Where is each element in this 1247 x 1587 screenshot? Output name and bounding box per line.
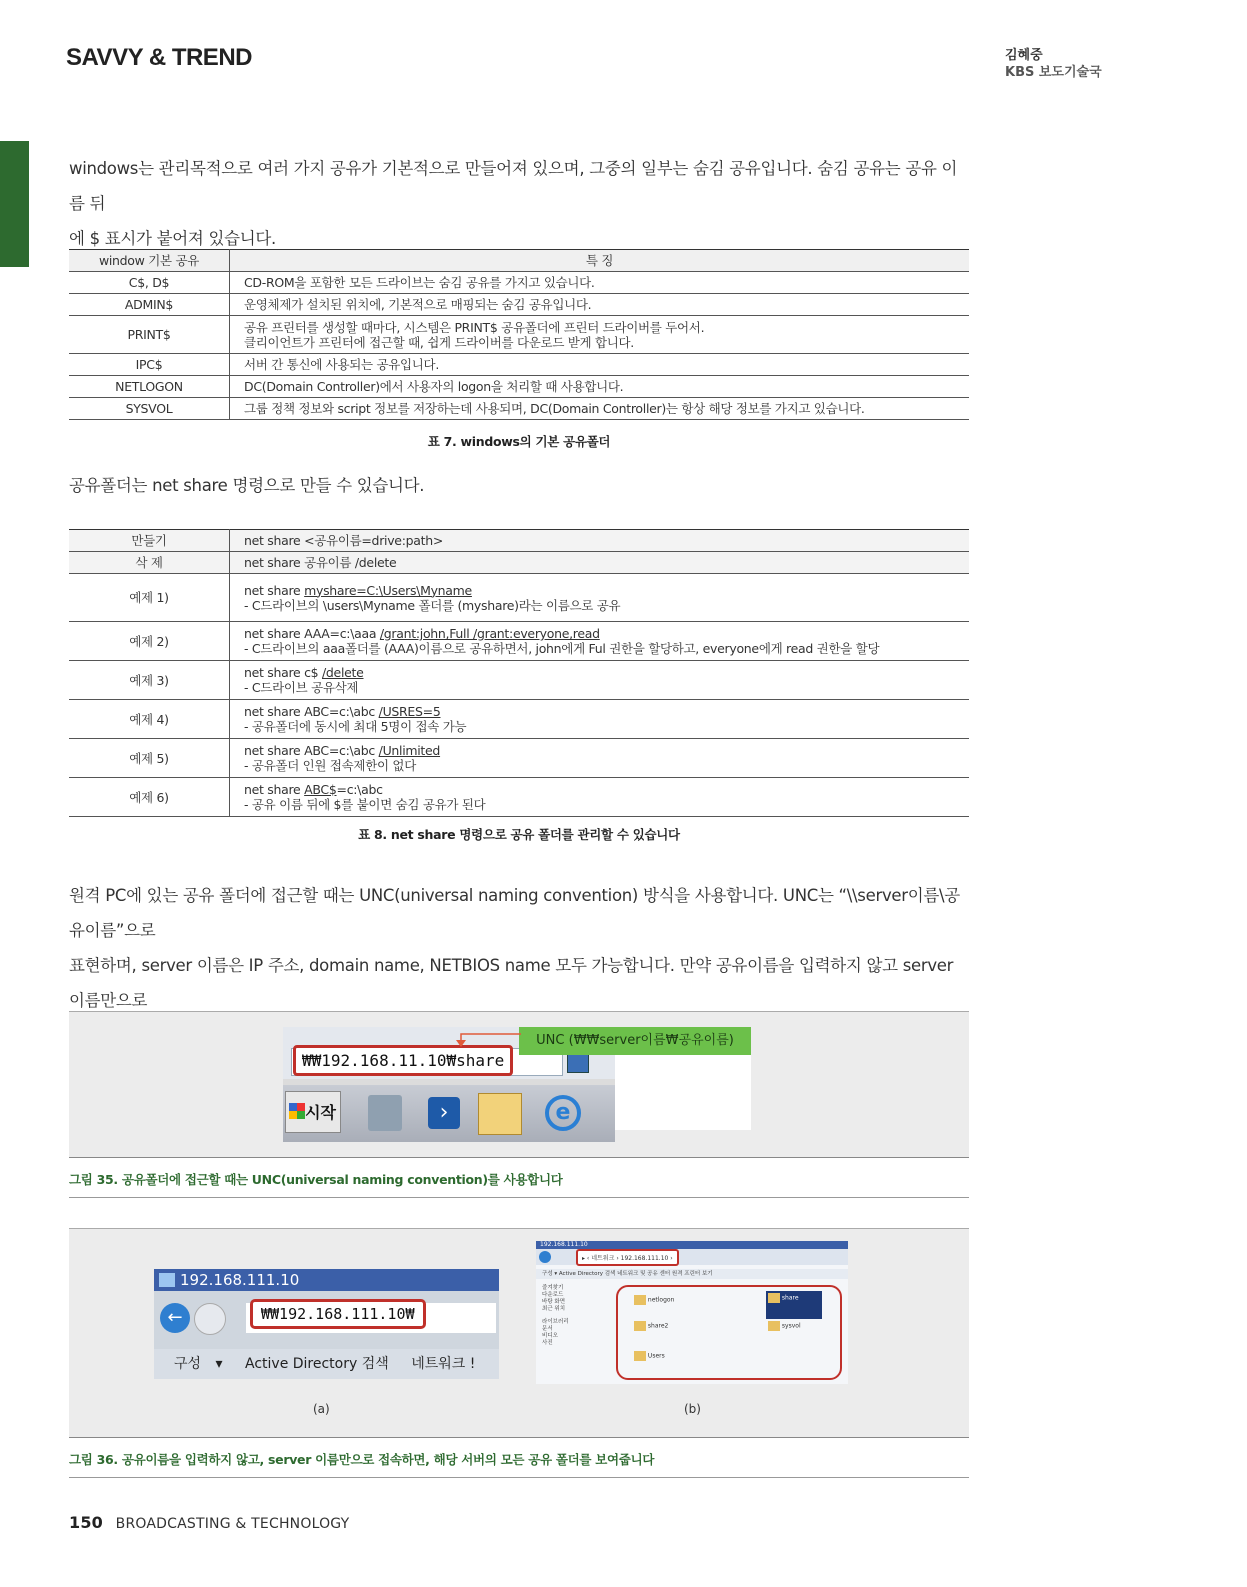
folder-icon [634,1351,646,1361]
unc-line-1: 원격 PC에 있는 공유 폴더에 접근할 때는 UNC(universal naming convention) 방식을 사용합니다. UNC는 “\\server이름\공유이름”으로 [69,886,960,940]
share-desc-line2: 클리이언트가 프린터에 접근할 때, 쉽게 드라이버를 다운로드 받게 합니다. [244,334,634,350]
table-row [69,316,969,354]
fig36a-address-text: ₩₩192.168.111.10₩ [250,1299,426,1329]
start-label: 시작 [305,1103,336,1122]
cmd-prefix: net share c$ [244,665,323,680]
page-footer [69,1513,349,1532]
menu-ad-search: Active Directory 검색 [245,1356,389,1372]
table-8-caption: 표 8. net share 명령으로 공유 폴더를 관리할 수 있습니다 [358,827,680,842]
command-name: 만들기 [69,530,230,552]
magazine-name: BROADCASTING & TECHNOLOGY [115,1516,350,1532]
folder-item [634,1351,665,1361]
example-body [230,661,970,700]
cmd-arg: myshare=C:\Users\Myname [304,582,472,598]
table-row [69,661,969,700]
example-desc: - 공유폴더에 동시에 최대 5명이 접속 가능 [244,719,467,734]
share-name: ADMIN$ [69,294,230,316]
fig35-taskbar [283,1085,615,1142]
cmd-arg: ABC$ [304,782,337,797]
example-label: 예제 6) [69,778,230,817]
sidebar-item-downloads: 다운로드 [542,1292,564,1298]
example-label: 예제 3) [69,661,230,700]
unc-callout: UNC (₩₩server이름₩공유이름) [519,1027,751,1055]
intro-line-1: windows는 관리목적으로 여러 가지 공유가 기본적으로 만들어져 있으며, 그중의 일부는 숨김 공유입니다. 숨김 공유는 공유 이름 뒤 [69,159,958,213]
author-name: 김혜중 [1005,48,1043,63]
table-row [69,376,969,398]
share-name: NETLOGON [69,376,230,398]
sidebar-item-documents: 문서 [542,1326,553,1332]
sidebar-item-recent: 최근 위치 [542,1306,566,1312]
folder-item [768,1321,801,1331]
share-desc: 운영체제가 설치된 위치에, 기본적으로 매핑되는 숨김 공유입니다. [230,294,970,316]
folder-icon [634,1321,646,1331]
fig36a-titlebar [154,1269,499,1291]
fig36-label-b: (b) [684,1402,701,1416]
example-desc: - C드라이브의 \users\Myname 폴더를 (myshare)라는 이름으로 공유 [244,597,621,613]
table-row [69,354,969,376]
example-label: 예제 1) [69,574,230,622]
folder-item [634,1321,668,1331]
folder-label: share2 [647,1322,669,1330]
table-row [69,739,969,778]
folder-label: Users [647,1352,665,1360]
back-arrow-icon [539,1251,551,1263]
sidebar-item-libraries: 라이브러리 [542,1319,569,1325]
share-name: SYSVOL [69,398,230,420]
share-desc: CD-ROM을 포함한 모든 드라이브는 숨김 공유를 가지고 있습니다. [230,272,970,294]
table-row [69,622,969,661]
chevron-down-icon: ▾ [215,1356,223,1372]
folder-icon [634,1295,646,1305]
sidebar-item-desktop: 바탕 화면 [542,1299,566,1305]
share-desc: DC(Domain Controller)에서 사용자의 logon을 처리할 때 사용합니다. [230,376,970,398]
command-syntax: net share 공유이름 /delete [230,552,970,574]
cmd-prefix: net share ABC=c:\abc [244,743,379,758]
table-header-share: window 기본 공유 [69,250,230,272]
cmd-arg: /Unlimited [378,743,441,758]
section-color-tab [0,141,29,267]
fig35-address-text: ₩₩192.168.11.10₩share [293,1045,513,1076]
example-body [230,700,970,739]
fig36b-toolbar: 구성 ▾ Active Directory 검색 네트워크 및 공유 센터 원격 프린터 보기 [536,1269,848,1279]
example-label: 예제 5) [69,739,230,778]
internet-explorer-icon: e [545,1095,581,1131]
explorer-folder-icon [478,1093,522,1135]
fig36b-address-text: ▸ ‹ 네트워크 › 192.168.111.10 › [576,1249,679,1266]
back-arrow-icon: ← [160,1303,190,1333]
example-body [230,739,970,778]
example-body [230,622,970,661]
cmd-prefix: net share ABC=c:\abc [244,704,379,719]
command-name: 삭 제 [69,552,230,574]
menu-network: 네트워크 ! [411,1356,476,1372]
callout-backdrop [615,1055,751,1130]
computer-icon [159,1273,175,1287]
page-number: 150 [69,1513,103,1532]
powershell-icon: › [428,1097,460,1129]
cmd-prefix: net share [244,782,305,797]
example-body [230,778,970,817]
table-default-shares [69,249,969,420]
figure-36-caption: 그림 36. 공유이름을 입력하지 않고, server 이름만으로 접속하면, 해당 서버의 모든 공유 폴더를 보여줍니다 [69,1450,969,1478]
folder-icon [768,1321,780,1331]
forward-arrow-icon [194,1303,226,1335]
windows-logo-icon [289,1103,305,1119]
server-manager-icon [368,1095,402,1131]
table-row [69,272,969,294]
table-row [69,530,969,552]
table-row [69,398,969,420]
table-header-feature: 특 징 [230,250,970,272]
callout-arrow [449,1030,524,1050]
fig36b-titlebar: 192.168.111.10 [536,1241,848,1249]
figure-35-box [69,1011,969,1158]
example-desc: - C드라이브 공유삭제 [244,680,359,695]
magazine-section-title: SAVVY & TREND [66,44,252,71]
folder-item [634,1295,674,1305]
example-label: 예제 2) [69,622,230,661]
example-desc: - C드라이브의 aaa폴더를 (AAA)이름으로 공유하면서, john에게 Ful 권한을 할당하고, everyone에게 read 권한을 할당 [244,641,880,656]
example-desc: - 공유 이름 뒤에 $를 붙이면 숨김 공유가 된다 [244,797,486,812]
fig36a-screenshot [154,1269,499,1379]
figure-36-box [69,1228,969,1438]
author-block [1005,47,1102,81]
share-desc [230,316,970,354]
cmd-arg: /USRES=5 [378,704,441,719]
table-row [69,552,969,574]
cmd-arg: /delete [322,665,364,680]
table-row [69,574,969,622]
share-name: IPC$ [69,354,230,376]
intro-line-2: 에 $ 표시가 붙어져 있습니다. [69,229,276,248]
fig36b-sidebar [542,1285,612,1347]
folder-label: netlogon [647,1296,675,1304]
fig36a-menubar [154,1349,499,1379]
command-syntax: net share <공유이름=drive:path> [230,530,970,552]
fig36a-title: 192.168.111.10 [180,1271,300,1289]
share-desc: 그룹 정책 정보와 script 정보를 저장하는데 사용되며, DC(Domain Controller)는 항상 해당 정보를 가지고 있습니다. [230,398,970,420]
example-label: 예제 4) [69,700,230,739]
folder-label: sysvol [781,1322,801,1330]
example-body [230,574,970,622]
cmd-arg: /grant:john,Full /grant:everyone,read [379,626,600,641]
table-row [69,778,969,817]
sidebar-item-videos: 비디오 [542,1333,558,1339]
cmd-prefix: net share [244,582,305,598]
fig36-label-a: (a) [313,1402,330,1416]
fig36b-screenshot [536,1241,848,1384]
menu-organize: 구성 [174,1356,202,1372]
table-row [69,700,969,739]
intro-paragraph [69,151,969,256]
figure-35-caption: 그림 35. 공유폴더에 접근할 때는 UNC(universal naming convention)를 사용합니다 [69,1170,969,1198]
sidebar-item-pictures: 사진 [542,1340,553,1346]
share-desc: 서버 간 통신에 사용되는 공유입니다. [230,354,970,376]
folder-icon [768,1293,780,1303]
example-desc: - 공유폴더 인원 접속제한이 없다 [244,758,416,773]
folder-label: share [781,1294,799,1302]
share-name: C$, D$ [69,272,230,294]
table-7-caption: 표 7. windows의 기본 공유폴더 [427,434,611,449]
cmd-prefix: net share AAA=c:\aaa [244,626,380,641]
table-row [69,294,969,316]
author-org: KBS 보도기술국 [1005,65,1102,80]
folder-item-selected [766,1291,822,1319]
cmd-suffix: =c:\abc [336,782,383,797]
table-net-share [69,529,969,817]
sidebar-item-favorites: 즐겨찾기 [542,1285,564,1291]
share-desc-line1: 공유 프린터를 생성할 때마다, 시스템은 PRINT$ 공유폴더에 프린터 드라이버를 두어서. [244,319,705,335]
unc-line-2: 표현하며, server 이름은 IP 주소, domain name, NETBIOS name 모두 가능합니다. 만약 공유이름을 입력하지 않고 server 이름만으로 [69,956,954,1010]
net-share-intro: 공유폴더는 net share 명령으로 만들 수 있습니다. [69,476,425,495]
share-name: PRINT$ [69,316,230,354]
